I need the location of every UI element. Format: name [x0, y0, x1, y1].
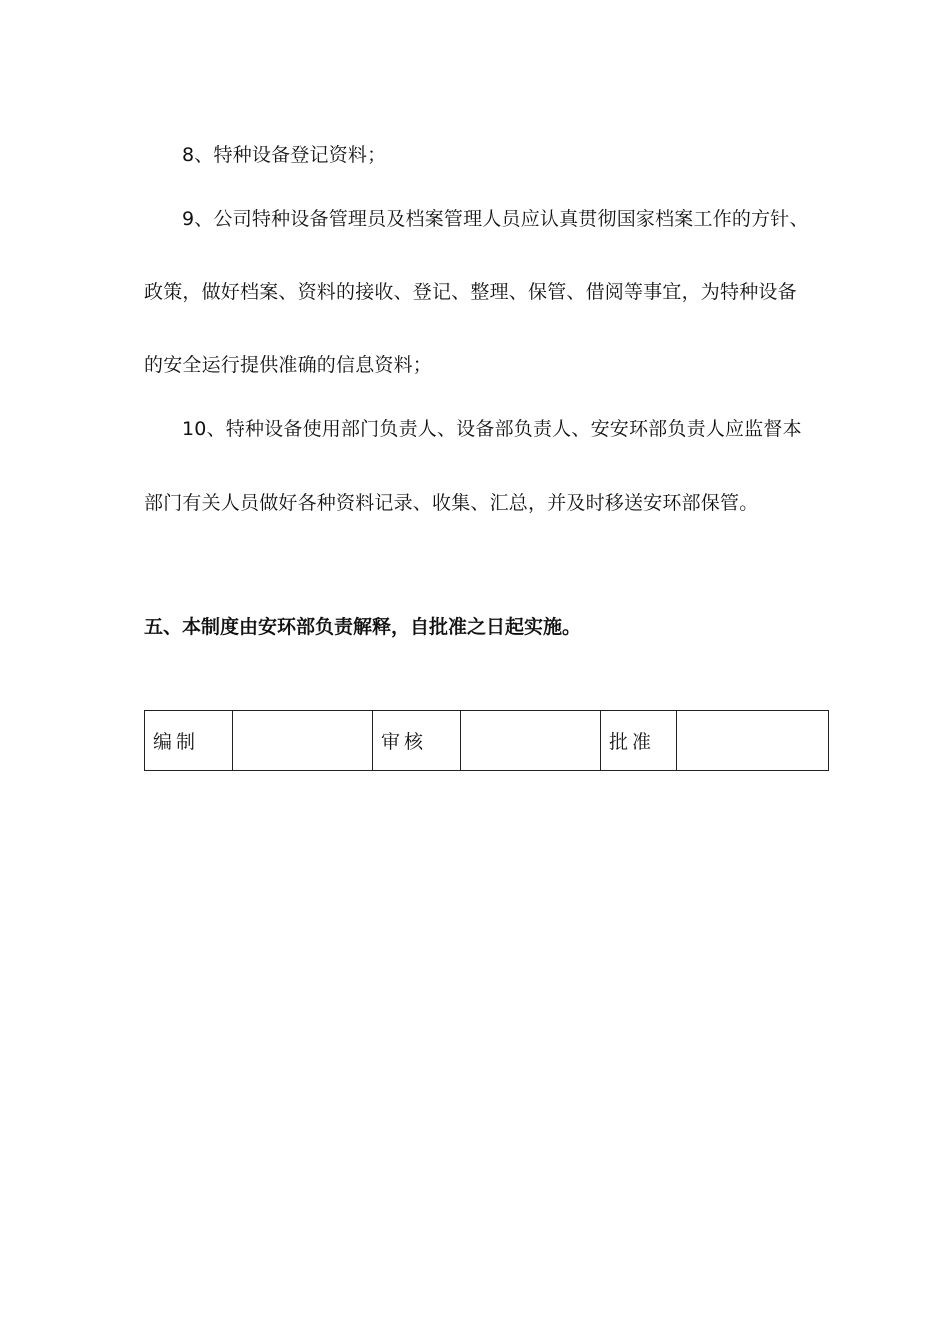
item-10-line-1: 10、特种设备使用部门负责人、设备部负责人、安安环部负责人应监督本 [182, 418, 802, 440]
reviewed-label: 审核 [373, 711, 461, 771]
item-8-line-1: 8、特种设备登记资料； [182, 144, 387, 166]
item-10-line-2: 部门有关人员做好各种资料记录、收集、汇总，并及时移送安环部保管。 [144, 492, 759, 514]
section-heading: 五、本制度由安环部负责解释，自批准之日起实施。 [144, 616, 582, 638]
approved-label: 批准 [601, 711, 677, 771]
item-9-line-1: 9、公司特种设备管理员及档案管理人员应认真贯彻国家档案工作的方针、 [182, 208, 809, 230]
prepared-value [233, 711, 373, 771]
reviewed-value [461, 711, 601, 771]
item-9-line-2: 政策，做好档案、资料的接收、登记、整理、保管、借阅等事宜，为特种设备 [144, 281, 797, 303]
prepared-label: 编制 [145, 711, 233, 771]
approved-value [677, 711, 829, 771]
item-9-line-3: 的安全运行提供准确的信息资料； [144, 354, 433, 376]
approval-table [144, 710, 829, 771]
approval-row [145, 711, 829, 771]
